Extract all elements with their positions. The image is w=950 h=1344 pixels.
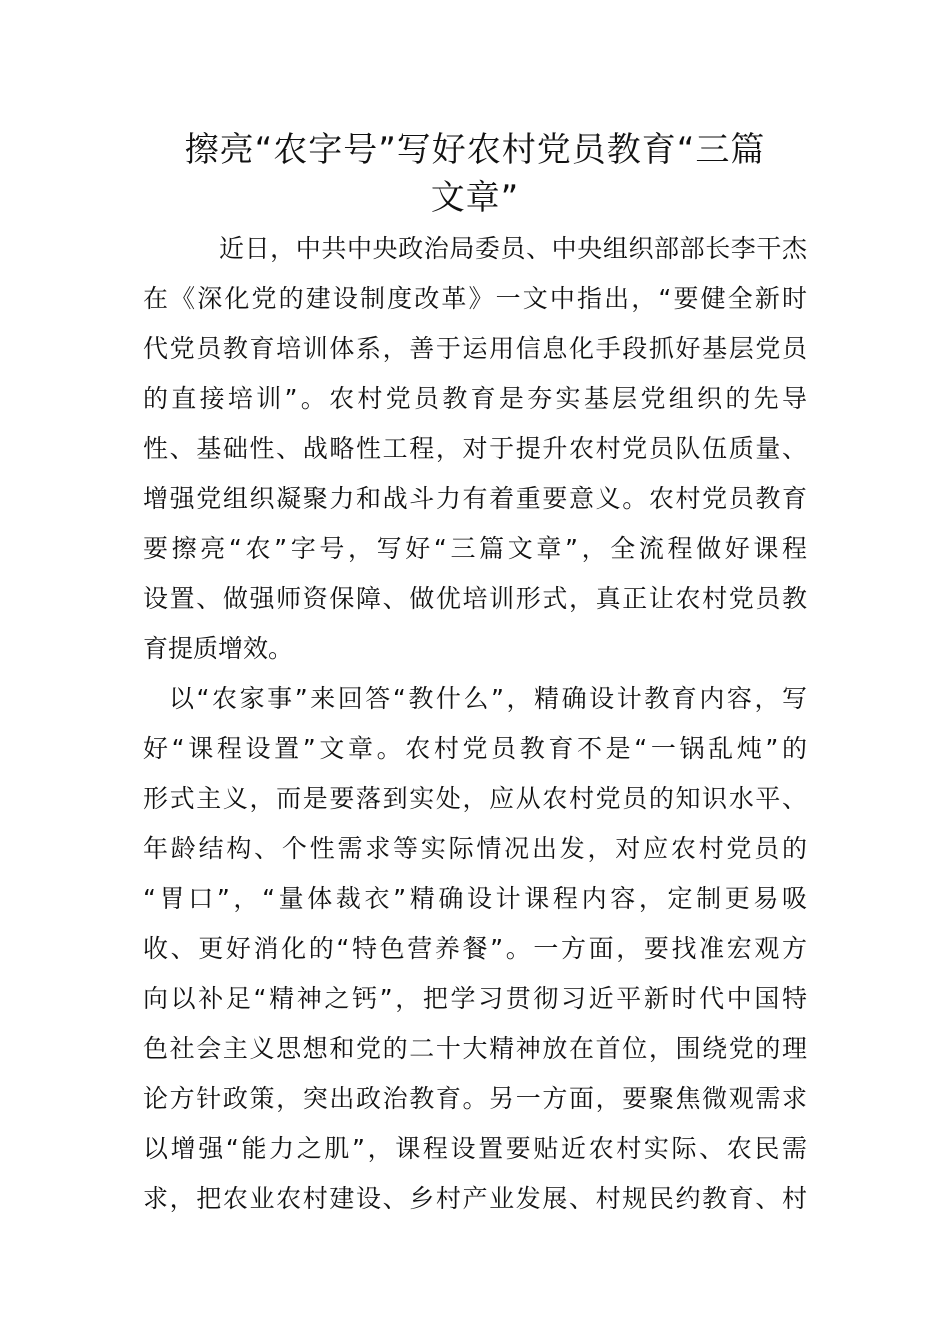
title-line-2: 文章” bbox=[430, 178, 520, 218]
paragraph-1-line: 代党员教育培训体系，善于运用信息化手段抓好基层党员 bbox=[143, 334, 807, 363]
paragraph-2-line: “胃口”，“量体裁衣”精确设计课程内容，定制更易吸 bbox=[143, 884, 807, 913]
title-line-1: 擦亮“农字号”写好农村党员教育“三篇 bbox=[184, 130, 766, 170]
paragraph-1-line: 要擦亮“农”字号，写好“三篇文章”，全流程做好课程 bbox=[143, 534, 807, 563]
paragraph-2-line: 向以补足“精神之钙”，把学习贯彻习近平新时代中国特 bbox=[143, 984, 807, 1013]
paragraph-1-line: 设置、做强师资保障、做优培训形式，真正让农村党员教 bbox=[143, 584, 807, 613]
paragraph-2-line: 色社会主义思想和党的二十大精神放在首位，围绕党的理 bbox=[143, 1034, 807, 1063]
paragraph-1-line: 近日，中共中央政治局委员、中央组织部部长李干杰 bbox=[219, 234, 807, 263]
paragraph-2-line: 好“课程设置”文章。农村党员教育不是“一锅乱炖”的 bbox=[143, 734, 807, 763]
paragraph-2-line: 收、更好消化的“特色营养餐”。一方面，要找准宏观方 bbox=[143, 934, 807, 963]
paragraph-1-line: 育提质增效。 bbox=[143, 634, 294, 663]
paragraph-2-line: 以“农家事”来回答“教什么”，精确设计教育内容，写 bbox=[169, 684, 807, 713]
document-body bbox=[143, 224, 807, 1224]
paragraph-1-line: 在《深化党的建设制度改革》一文中指出，“要健全新时 bbox=[143, 284, 807, 313]
paragraph-2-line: 形式主义，而是要落到实处，应从农村党员的知识水平、 bbox=[143, 784, 807, 813]
paragraph-1-line: 增强党组织凝聚力和战斗力有着重要意义。农村党员教育 bbox=[143, 484, 807, 513]
paragraph-2-line: 以增强“能力之肌”，课程设置要贴近农村实际、农民需 bbox=[143, 1134, 807, 1163]
paragraph-1-line: 性、基础性、战略性工程，对于提升农村党员队伍质量、 bbox=[143, 434, 807, 463]
paragraph-2-line: 年龄结构、个性需求等实际情况出发，对应农村党员的 bbox=[143, 834, 807, 863]
document-title bbox=[120, 126, 830, 222]
paragraph-2-line: 求，把农业农村建设、乡村产业发展、村规民约教育、村 bbox=[143, 1184, 807, 1213]
paragraph-1-line: 的直接培训”。农村党员教育是夯实基层党组织的先导 bbox=[143, 384, 807, 413]
paragraph-2-line: 论方针政策，突出政治教育。另一方面，要聚焦微观需求 bbox=[143, 1084, 807, 1113]
